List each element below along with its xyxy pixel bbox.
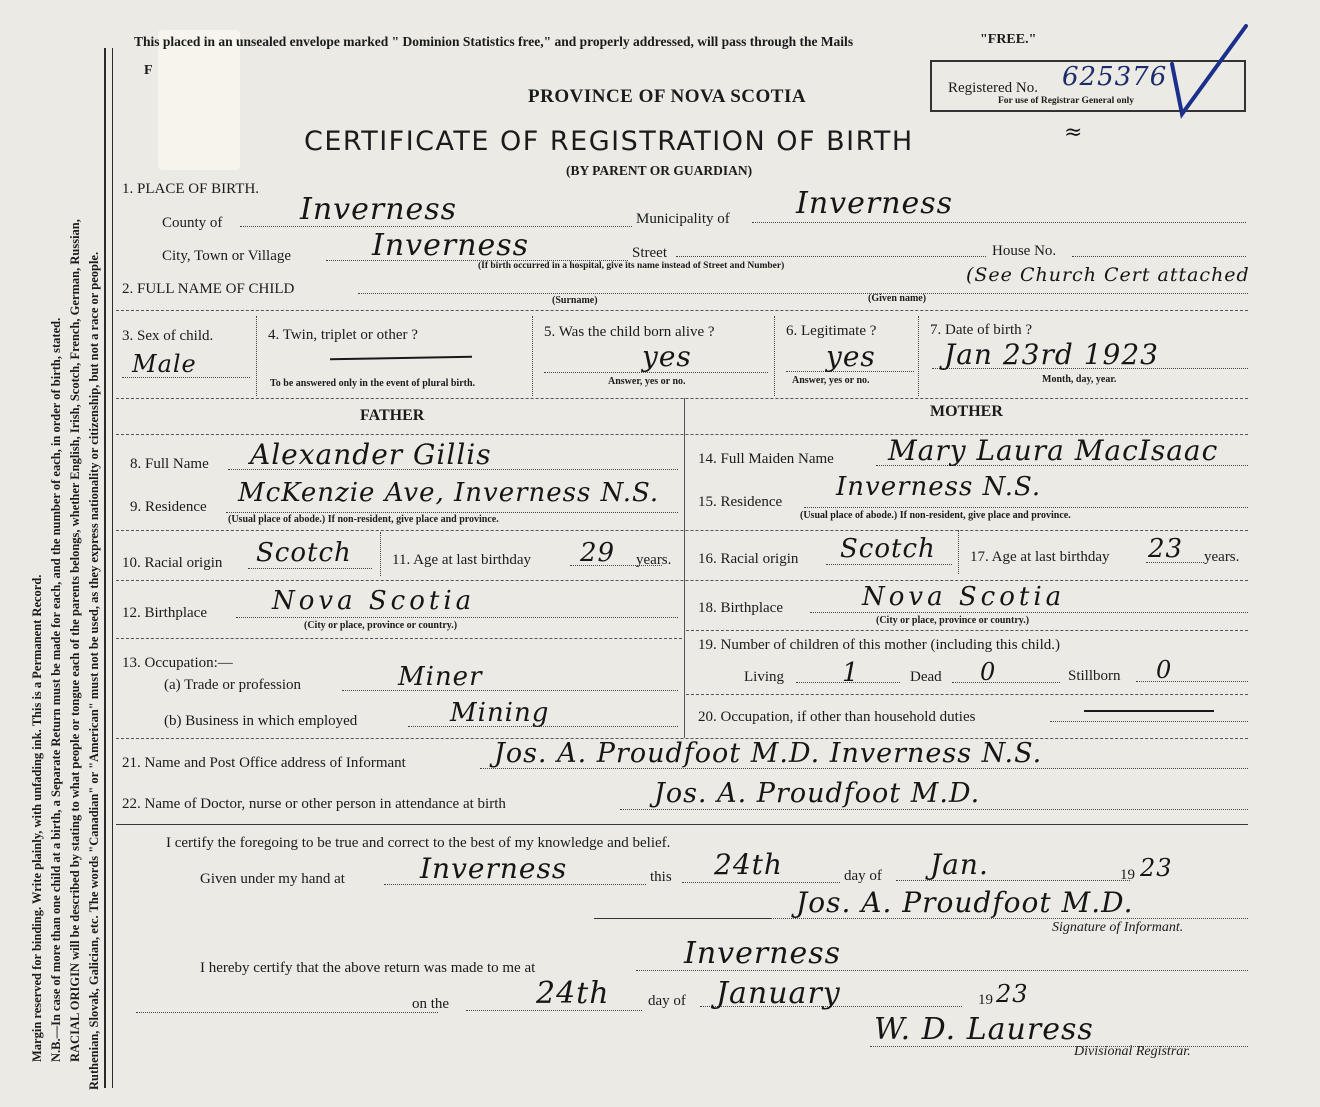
children-label: 19. Number of children of this mother (including this child.) (698, 637, 1061, 653)
mother-heading: MOTHER (930, 403, 1003, 420)
informant-signature: Jos. A. Proudfoot M.D. (796, 886, 1134, 919)
binding-rule-inner (112, 48, 113, 1088)
certify-month-value: Jan. (930, 848, 989, 881)
father-race-value: Scotch (256, 538, 352, 568)
sex-label: 3. Sex of child. (122, 328, 214, 344)
stillborn-label: Stillborn (1068, 668, 1121, 684)
mother-residence-label: 15. Residence (698, 494, 783, 510)
given-under-label: Given under my hand at (200, 871, 345, 887)
mother-residence-note: (Usual place of abode.) If non-resident, give place and province. (800, 510, 1071, 521)
father-age-value: 29 (580, 538, 616, 568)
father-name-label: 8. Full Name (130, 456, 209, 472)
given-name-note: (Given name) (868, 293, 927, 304)
county-value: Inverness (300, 192, 458, 227)
trade-value: Miner (398, 662, 483, 692)
twin-dash (330, 356, 472, 360)
father-name-value: Alexander Gillis (250, 438, 492, 471)
father-residence-label: 9. Residence (130, 499, 207, 515)
registrar-place-value: Inverness (684, 936, 842, 971)
legit-value: yes (826, 340, 876, 373)
certificate-subtitle: (BY PARENT OR GUARDIAN) (566, 163, 753, 178)
side-note-2: N.B.—In case of more than one child at a birth, a Separate Return must be made for each, and the number of each, in order of birth, stated. (49, 317, 63, 1062)
informant-label: 21. Name and Post Office address of Informant (122, 755, 406, 771)
certify-this-label: this (650, 869, 672, 885)
mother-age-label: 17. Age at last birthday (970, 549, 1110, 565)
mail-note: This placed in an unsealed envelope marked " Dominion Statistics free," and properly addressed, will pass through the Mails (134, 34, 854, 49)
certificate-title: CERTIFICATE OF REGISTRATION OF BIRTH (304, 126, 914, 157)
alive-value: yes (642, 340, 692, 373)
living-label: Living (744, 669, 784, 685)
torn-patch (158, 30, 240, 170)
municipality-value: Inverness (796, 186, 954, 221)
business-label: (b) Business in which employed (164, 713, 358, 729)
signature-line (594, 918, 770, 919)
mother-birthplace-value: Nova Scotia (862, 582, 1066, 612)
registrar-year-prefix: 19 (978, 992, 993, 1008)
twin-label: 4. Twin, triplet or other ? (268, 327, 418, 343)
father-residence-note: (Usual place of abode.) If non-resident, give place and province. (228, 514, 499, 525)
legit-note: Answer, yes or no. (792, 375, 870, 386)
certify-year-value: 23 (1140, 854, 1173, 882)
registered-label: Registered No. (948, 80, 1038, 96)
mother-race-value: Scotch (840, 534, 936, 564)
dob-note: Month, day, year. (1042, 374, 1117, 385)
mail-free: "FREE." (980, 32, 1037, 47)
house-label: House No. (992, 243, 1057, 259)
informant-signature-label: Signature of Informant. (1052, 920, 1184, 935)
side-note-1: Margin reserved for binding. Write plainly, with unfading ink. This is a Permanent Record. (30, 574, 44, 1062)
father-age-label: 11. Age at last birthday (392, 552, 531, 568)
alive-note: Answer, yes or no. (608, 376, 686, 387)
registrar-day-value: 24th (536, 976, 610, 1011)
registered-number: 625376 (1062, 62, 1168, 92)
certify-place-value: Inverness (420, 852, 568, 885)
header-fo: F (144, 63, 153, 78)
father-residence-value: McKenzie Ave, Inverness N.S. (238, 478, 660, 508)
mother-occupation-dash (1084, 710, 1214, 712)
registrar-year-value: 23 (996, 980, 1029, 1008)
certify-year-prefix: 19 (1120, 867, 1135, 883)
child-name-value: (See Church Cert attached (966, 264, 1250, 286)
business-value: Mining (450, 698, 550, 728)
registrar-day-of-label: day of (648, 993, 686, 1009)
province-heading: PROVINCE OF NOVA SCOTIA (528, 86, 807, 107)
father-race-label: 10. Racial origin (122, 555, 223, 571)
registrar-signature-label: Divisional Registrar. (1074, 1044, 1191, 1059)
legit-label: 6. Legitimate ? (786, 323, 877, 339)
father-birthplace-label: 12. Birthplace (122, 605, 207, 621)
place-of-birth-label: 1. PLACE OF BIRTH. (122, 181, 260, 197)
city-value: Inverness (372, 228, 530, 263)
registrar-on-label: on the (412, 996, 450, 1012)
city-label: City, Town or Village (162, 248, 292, 264)
street-note: (If birth occurred in a hospital, give its name instead of Street and Number) (478, 261, 785, 271)
sex-value: Male (132, 350, 197, 378)
doctor-label: 22. Name of Doctor, nurse or other person in attendance at birth (122, 796, 506, 812)
father-birthplace-note: (City or place, province or country.) (304, 620, 458, 631)
doctor-value: Jos. A. Proudfoot M.D. (654, 778, 981, 809)
mother-race-label: 16. Racial origin (698, 551, 799, 567)
mother-birthplace-note: (City or place, province or country.) (876, 615, 1030, 626)
child-name-label: 2. FULL NAME OF CHILD (122, 281, 295, 297)
certify-day-of-label: day of (844, 868, 882, 884)
side-note-3: RACIAL ORIGIN will be described by stating to what people or tongue each of the parents belongs, whether English, Irish, Scotch, French, German, Russian, (68, 219, 82, 1062)
surname-note: (Surname) (552, 295, 598, 306)
alive-label: 5. Was the child born alive ? (544, 324, 715, 340)
father-heading: FATHER (360, 407, 425, 424)
registrar-month-value: January (716, 976, 841, 1011)
registrar-signature: W. D. Lauress (874, 1012, 1094, 1047)
informant-value: Jos. A. Proudfoot M.D. Inverness N.S. (494, 738, 1043, 769)
mother-name-value: Mary Laura MacIsaac (888, 434, 1219, 467)
side-note-4: Ruthenian, Slovak, Galician, etc. The words "Canadian" or "American" must not be used, as they express nationality or citizenship, but not a race or people. (87, 251, 101, 1090)
county-label: County of (162, 215, 223, 231)
registrar-use-note: For use of Registrar General only (998, 96, 1135, 106)
municipality-label: Municipality of (636, 211, 730, 227)
mother-name-label: 14. Full Maiden Name (698, 451, 834, 467)
dead-value: 0 (980, 658, 997, 686)
father-age-years: years. (636, 552, 672, 568)
dob-label: 7. Date of birth ? (930, 322, 1033, 338)
mother-residence-value: Inverness N.S. (836, 472, 1042, 502)
street-label: Street (632, 245, 667, 261)
mother-age-value: 23 (1148, 534, 1184, 564)
twin-note: To be answered only in the event of plural birth. (270, 378, 476, 389)
mother-age-years: years. (1204, 549, 1240, 565)
living-value: 1 (842, 658, 860, 688)
stillborn-value: 0 (1156, 656, 1173, 684)
binding-rule (104, 48, 106, 1088)
mother-occupation-label: 20. Occupation, if other than household duties (698, 709, 976, 725)
dob-value: Jan 23rd 1923 (944, 338, 1159, 371)
title-squiggle: ≈ (1064, 120, 1084, 145)
father-occupation-label: 13. Occupation:— (122, 655, 233, 671)
mother-birthplace-label: 18. Birthplace (698, 600, 783, 616)
dead-label: Dead (910, 669, 942, 685)
father-birthplace-value: Nova Scotia (272, 586, 476, 616)
trade-label: (a) Trade or profession (164, 677, 302, 693)
certify-text: I certify the foregoing to be true and correct to the best of my knowledge and belief. (166, 835, 671, 851)
certify-day-value: 24th (714, 848, 783, 881)
blue-check-mark-icon (1168, 24, 1250, 120)
registrar-certify-text: I hereby certify that the above return was made to me at (200, 960, 536, 976)
